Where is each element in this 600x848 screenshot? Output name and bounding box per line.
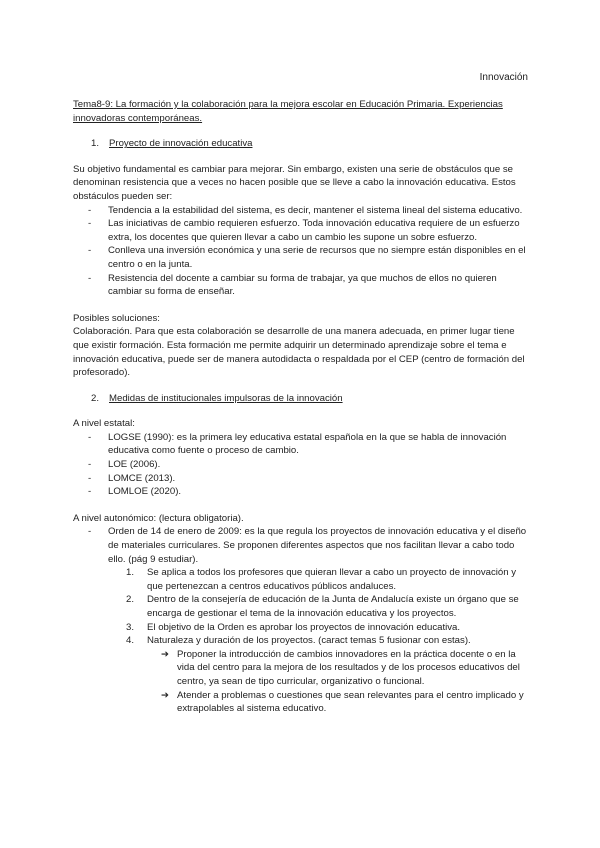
item-number: 2. [126,594,135,606]
estatal-list [73,431,531,499]
autonomico-list [73,525,531,566]
dash-bullet: - [88,431,92,443]
list-item: - LOMCE (2013). [88,472,176,484]
arrow-points-list [73,648,531,716]
section-1-heading [73,137,531,151]
item-number: 4. [126,635,135,647]
section-title: Medidas de institucionales impulsoras de la innovación [109,392,343,404]
dash-bullet: - [88,245,92,257]
list-item: - Resistencia del docente a cambiar su forma de trabajar, ya que muchos de ellos no quieren cambiar su forma de enseñar. [88,272,497,298]
list-item: - LOMLOE (2020). [88,486,182,498]
section-number: 1. [91,138,100,150]
list-item: - LOGSE (1990): es la primera ley educativa estatal española en la que se habla de innovación educativa como fuente o proceso de cambio. [88,431,507,457]
dash-bullet: - [88,272,92,284]
list-item: 1. Se aplica a todos los profesores que quieran llevar a cabo un proyecto de innovación y que pertenezcan a centros educativos públicos andaluces. [126,567,517,592]
item-number: 3. [126,621,135,633]
estatal-label: A nivel estatal: [73,418,135,430]
document-body [73,98,531,716]
list-item: - Orden de 14 de enero de 2009: es la que regula los proyectos de innovación educativa y el diseño de materiales curriculares. Se proponen diferentes aspectos que nos facilitan llevar a cabo todo ello. (pág 9 estudiar). [88,526,527,565]
dash-bullet: - [88,204,92,216]
list-item: 2. Dentro de la consejería de educación de la Junta de Andalucía existe un órgano que se encarga de gestionar el tema de la innovación educativa y los proyectos. [126,594,519,619]
dash-bullet: - [88,472,92,484]
dash-bullet: - [88,218,92,230]
list-item: - Conlleva una inversión económica y una serie de recursos que no siempre están disponibles en el centro o en la junta. [88,245,526,270]
orden-points-list [73,566,531,648]
list-item: - LOE (2006). [88,459,161,471]
solutions-label: Posibles soluciones: [73,312,160,324]
item-number: 1. [126,567,135,579]
document-title: Tema8-9: La formación y la colaboración para la mejora escolar en Educación Primaria. Experiencias innovadoras contemporáneas. [73,99,503,124]
obstacles-list [73,204,531,299]
solutions-text: Colaboración. Para que esta colaboración se desarrolle de una manera adecuada, en primer lugar tiene que existir formación. Esta formación me permite adquirir un determinado aprendizaje sobre el tema e innovación educativa, puede ser de manera autodidacta o respaldada por el CEP (centro de formación del profesorado). [73,326,525,379]
autonomico-label: A nivel autonómico: (lectura obligatoria). [73,512,244,524]
header-label: Innovación [479,72,528,83]
section-2-heading [73,392,531,406]
section-number: 2. [91,392,100,404]
list-item: 4. Naturaleza y duración de los proyectos. (caract temas 5 fusionar con estas). [126,635,471,647]
arrow-icon: ➔ [161,689,170,701]
dash-bullet: - [88,459,92,471]
section-title: Proyecto de innovación educativa [109,138,253,150]
dash-bullet: - [88,486,92,498]
list-item: ➔ Proponer la introducción de cambios innovadores en la práctica docente o en la vida del centro para la mejora de los resultados y de los procesos educativos del centro, ya sean de tipo curricular, organizativo o funcional. [161,648,520,687]
list-item: ➔ Atender a problemas o cuestiones que sean relevantes para el centro implicado y extrapolables al sistema educativo. [161,689,524,715]
section-1-intro: Su objetivo fundamental es cambiar para mejorar. Sin embargo, existen una serie de obstáculos que se denominan resistencia que a veces no hacen posible que se lleve a cabo la innovación educativa. Estos obstáculos pueden ser: [73,163,516,202]
list-item: 3. El objetivo de la Orden es aprobar los proyectos de innovación educativa. [126,621,461,633]
dash-bullet: - [88,526,92,538]
arrow-icon: ➔ [161,648,170,660]
list-item: - Tendencia a la estabilidad del sistema, es decir, mantener el sistema lineal del sistema educativo. [88,204,523,216]
list-item: - Las iniciativas de cambio requieren esfuerzo. Toda innovación educativa requiere de un esfuerzo extra, los docentes que quieren llevar a cabo un cambio les supone un sobre esfuerzo. [88,218,520,243]
